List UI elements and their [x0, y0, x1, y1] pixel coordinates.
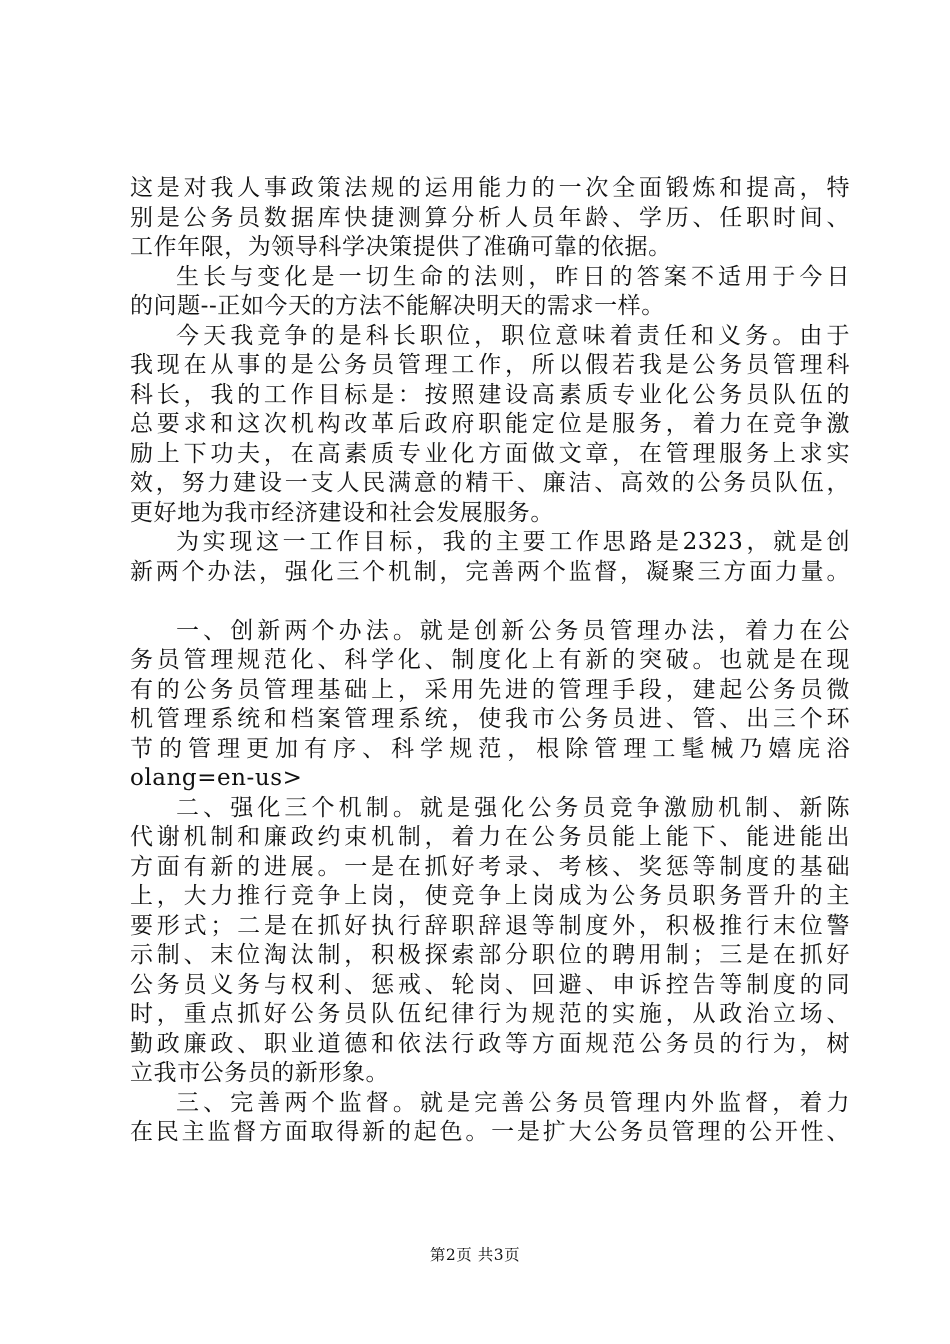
text-line: 时，重点抓好公务员队伍纪律行为规范的实施，从政治立场、 [130, 1001, 850, 1027]
text-line: 更好地为我市经济建设和社会发展服务。 [130, 499, 554, 526]
text-line: 的问题--正如今天的方法不能解决明天的需求一样。 [130, 293, 665, 319]
text-line: 在民主监督方面取得新的起色。一是扩大公务员管理的公开性、 [130, 1119, 850, 1145]
text-line: 务员管理规范化、科学化、制度化上有新的突破。也就是在现 [130, 647, 850, 673]
text-line: 生长与变化是一切生命的法则，昨日的答案不适用于今日 [176, 263, 850, 290]
text-line: 总要求和这次机构改革后政府职能定位是服务，着力在竞争激 [130, 411, 850, 437]
text-line: 要形式；二是在抓好执行辞职辞退等制度外，积极推行末位警 [130, 912, 850, 939]
text-line: 二、强化三个机制。就是强化公务员竞争激励机制、新陈 [176, 794, 850, 821]
text-line: 勤政廉政、职业道德和依法行政等方面规范公务员的行为，树 [130, 1030, 850, 1057]
text-line: 为实现这一工作目标，我的主要工作思路是2323，就是创 [176, 529, 850, 555]
text-line: 代谢机制和廉政约束机制，着力在公务员能上能下、能进能出 [130, 824, 850, 850]
text-line: 公务员义务与权利、惩戒、轮岗、回避、申诉控告等制度的同 [130, 971, 850, 998]
text-line: 立我市公务员的新形象。 [130, 1060, 390, 1086]
text-line: 有的公务员管理基础上，采用先进的管理手段，建起公务员微 [130, 676, 850, 703]
text-line: 效，努力建设一支人民满意的精干、廉洁、高效的公务员队伍， [130, 470, 850, 496]
text-line: 这是对我人事政策法规的运用能力的一次全面锻炼和提高，特 [130, 175, 850, 201]
text-line: 励上下功夫，在高素质专业化方面做文章，在管理服务上求实 [130, 440, 850, 467]
document-body [130, 174, 850, 1148]
paragraph-gap [130, 587, 850, 617]
text-line: 机管理系统和档案管理系统，使我市公务员进、管、出三个环 [130, 706, 850, 732]
text-line: 方面有新的进展。一是在抓好考录、考核、奖惩等制度的基础 [130, 853, 850, 880]
text-line: 今天我竞争的是科长职位，职位意味着责任和义务。由于 [176, 322, 850, 349]
text-line: 示制、末位淘汰制，积极探索部分职位的聘用制；三是在抓好 [130, 942, 850, 968]
text-line: 一、创新两个办法。就是创新公务员管理办法，着力在公 [176, 617, 850, 644]
text-line: 三、完善两个监督。就是完善公务员管理内外监督，着力 [176, 1089, 850, 1116]
text-line: 工作年限，为领导科学决策提供了准确可靠的依据。 [130, 234, 672, 260]
page-footer: 第2页 共3页 [429, 1246, 521, 1264]
text-line: 节的管理更加有序、科学规范，根除管理工髦械乃嬉庑浴 [130, 735, 850, 762]
text-line: 上，大力推行竞争上岗，使竞争上岗成为公务员职务晋升的主 [130, 883, 850, 909]
text-line: 别是公务员数据库快捷测算分析人员年龄、学历、任职时间、 [130, 204, 850, 231]
text-line: 我现在从事的是公务员管理工作，所以假若我是公务员管理科 [130, 352, 850, 378]
text-line: 科长，我的工作目标是：按照建设高素质专业化公务员队伍的 [130, 381, 850, 408]
text-line: olang=en-us> [130, 765, 303, 791]
text-line: 新两个办法，强化三个机制，完善两个监督，凝聚三方面力量。 [130, 558, 850, 585]
